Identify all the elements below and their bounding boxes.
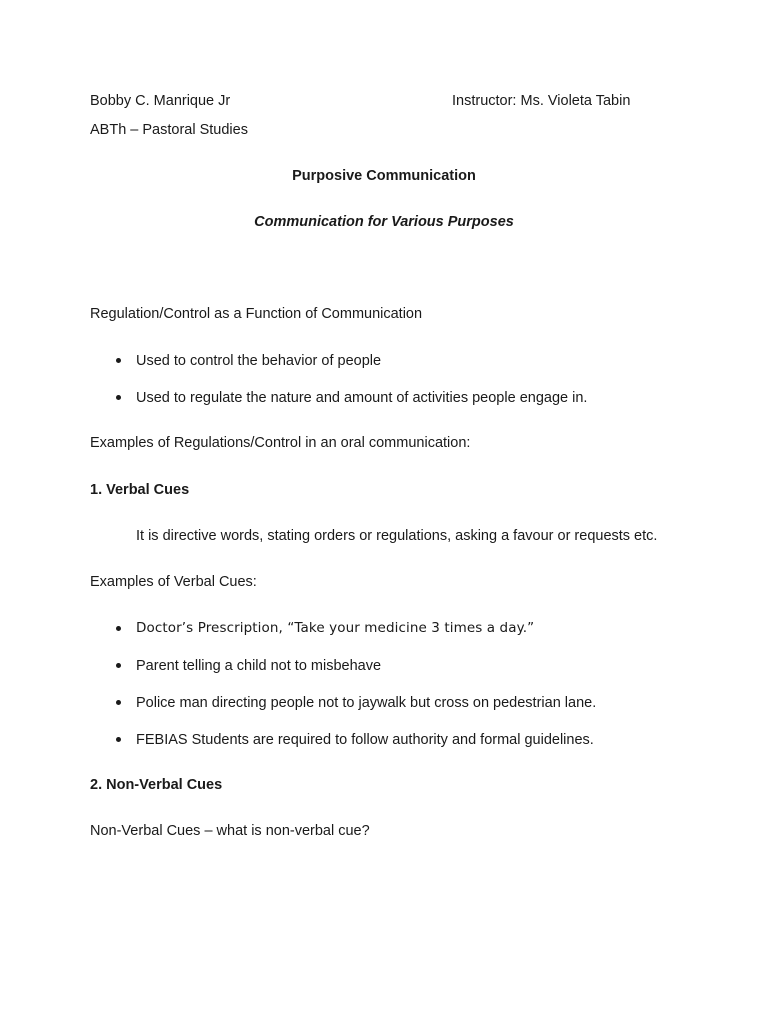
verbal-cues-heading: 1. Verbal Cues <box>90 482 190 498</box>
verbal-cues-examples-intro: Examples of Verbal Cues: <box>90 574 257 590</box>
section-heading-regulation: Regulation/Control as a Function of Communication <box>90 306 423 322</box>
bullet-icon <box>116 358 121 363</box>
non-verbal-cues-question: Non-Verbal Cues – what is non-verbal cue? <box>90 823 370 839</box>
list-item: Doctor’s Prescription, “Take your medicine 3 times a day.” <box>136 620 535 636</box>
topic-title: Communication for Various Purposes <box>254 214 514 230</box>
verbal-cues-definition: It is directive words, stating orders or regulations, asking a favour or requests etc. <box>136 528 658 544</box>
list-item: Parent telling a child not to misbehave <box>136 658 382 674</box>
program-name: ABTh – Pastoral Studies <box>90 122 248 138</box>
bullet-icon <box>116 737 121 742</box>
examples-intro-regulation: Examples of Regulations/Control in an oral communication: <box>90 435 471 451</box>
list-item: Police man directing people not to jaywalk but cross on pedestrian lane. <box>136 695 597 711</box>
bullet-icon <box>116 395 121 400</box>
bullet-icon <box>116 663 121 668</box>
bullet-icon <box>116 626 121 631</box>
list-item: FEBIAS Students are required to follow authority and formal guidelines. <box>136 732 594 748</box>
instructor-name: Instructor: Ms. Violeta Tabin <box>452 93 631 109</box>
course-title: Purposive Communication <box>292 168 476 184</box>
bullet-icon <box>116 700 121 705</box>
list-item: Used to regulate the nature and amount of activities people engage in. <box>136 390 588 406</box>
non-verbal-cues-heading: 2. Non-Verbal Cues <box>90 777 223 793</box>
list-item: Used to control the behavior of people <box>136 353 382 369</box>
student-name: Bobby C. Manrique Jr <box>90 93 231 109</box>
